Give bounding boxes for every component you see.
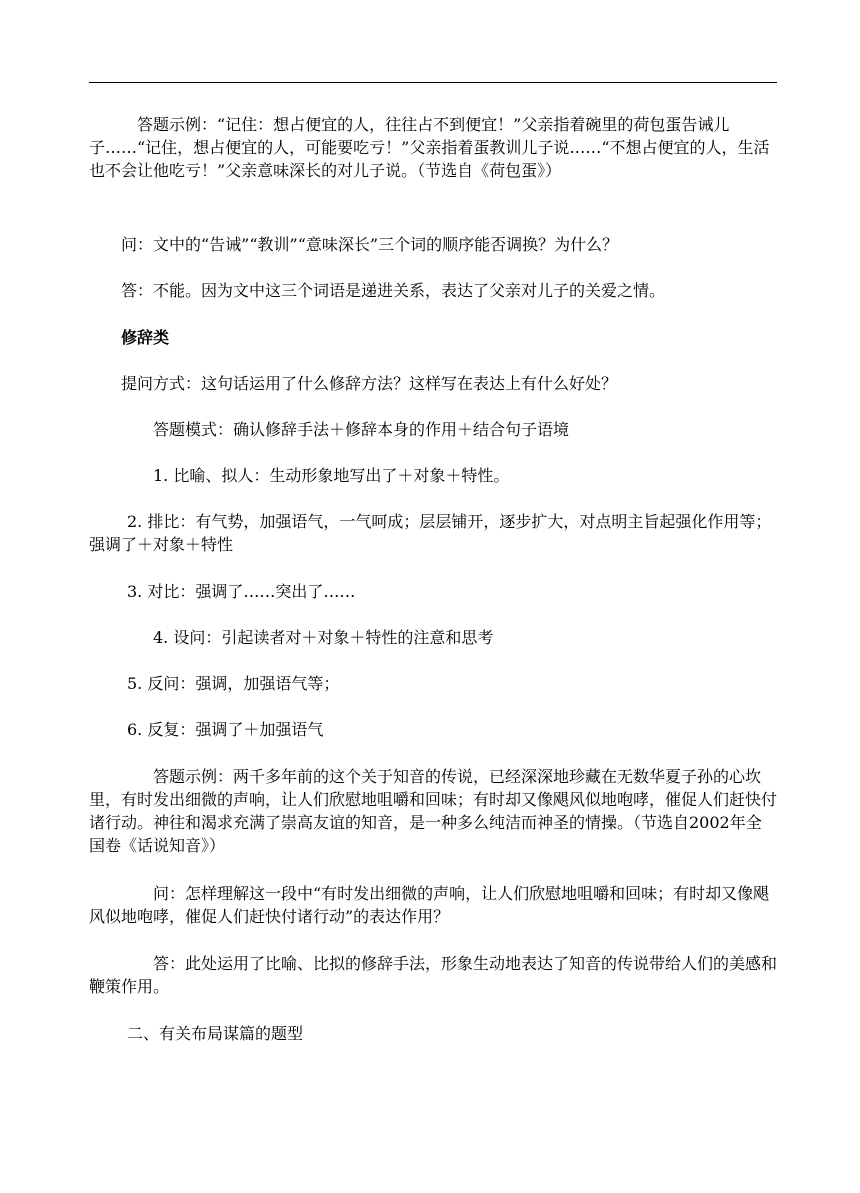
section-heading-layout: 二、有关布局谋篇的题型	[127, 1024, 304, 1043]
question-paragraph: 问：文中的“告诫”“教训”“意味深长”三个词的顺序能否调换？为什么？	[121, 235, 619, 254]
section-heading-rhetoric: 修辞类	[121, 328, 170, 347]
list-item-parallelism: 2. 排比：有气势，加强语气，一气呵成；层层铺开，逐步扩大，对点明主旨起强化作用等；强调了＋对象＋特性	[89, 512, 772, 554]
question-paragraph-zhiyin: 问：怎样理解这一段中“有时发出细微的声响，让人们欣慰地咀嚼和回味；有时却又像飓风似地咆哮，催促人们赶快付诸行动”的表达作用？	[89, 884, 770, 926]
list-item-rhetorical-question: 4. 设问：引起读者对＋对象＋特性的注意和思考	[153, 628, 494, 647]
answer-paragraph-zhiyin: 答：此处运用了比喻、比拟的修辞手法，形象生动地表达了知音的传说带给人们的美感和鞭策作用。	[89, 954, 778, 996]
example-paragraph-zhiyin: 答题示例：两千多年前的这个关于知音的传说，已经深深地珍藏在无数华夏子孙的心坎里，有时发出细微的声响，让人们欣慰地咀嚼和回味；有时却又像飓风似地咆哮，催促人们赶快付诸行动。神往和渴求充满了崇高友谊的知音，是一种多么纯洁而神圣的情操。（节选自2002年全国卷《话说知音》）	[89, 767, 778, 855]
answer-pattern-paragraph: 答题模式：确认修辞手法＋修辞本身的作用＋结合句子语境	[153, 420, 570, 439]
answer-paragraph: 答：不能。因为文中这三个词语是递进关系，表达了父亲对儿子的关爱之情。	[121, 281, 666, 300]
header-rule	[89, 82, 777, 83]
example-paragraph-heBaoDan: 答题示例：“记住：想占便宜的人，往往占不到便宜！”父亲指着碗里的荷包蛋告诫儿子……“记住，想占便宜的人，可能要吃亏！”父亲指着蛋教训儿子说……“不想占便宜的人，生活也不会让他吃亏！”父亲意味深长的对儿子说。（节选自《荷包蛋》）	[89, 115, 770, 180]
list-item-metaphor: 1. 比喻、拟人：生动形象地写出了＋对象＋特性。	[153, 466, 510, 485]
list-item-contrast: 3. 对比：强调了……突出了……	[127, 582, 356, 601]
list-item-repetition: 6. 反复：强调了＋加强语气	[127, 720, 324, 739]
question-method-paragraph: 提问方式：这句话运用了什么修辞方法？这样写在表达上有什么好处？	[121, 374, 618, 393]
list-item-retort: 5. 反问：强调，加强语气等；	[127, 674, 340, 693]
